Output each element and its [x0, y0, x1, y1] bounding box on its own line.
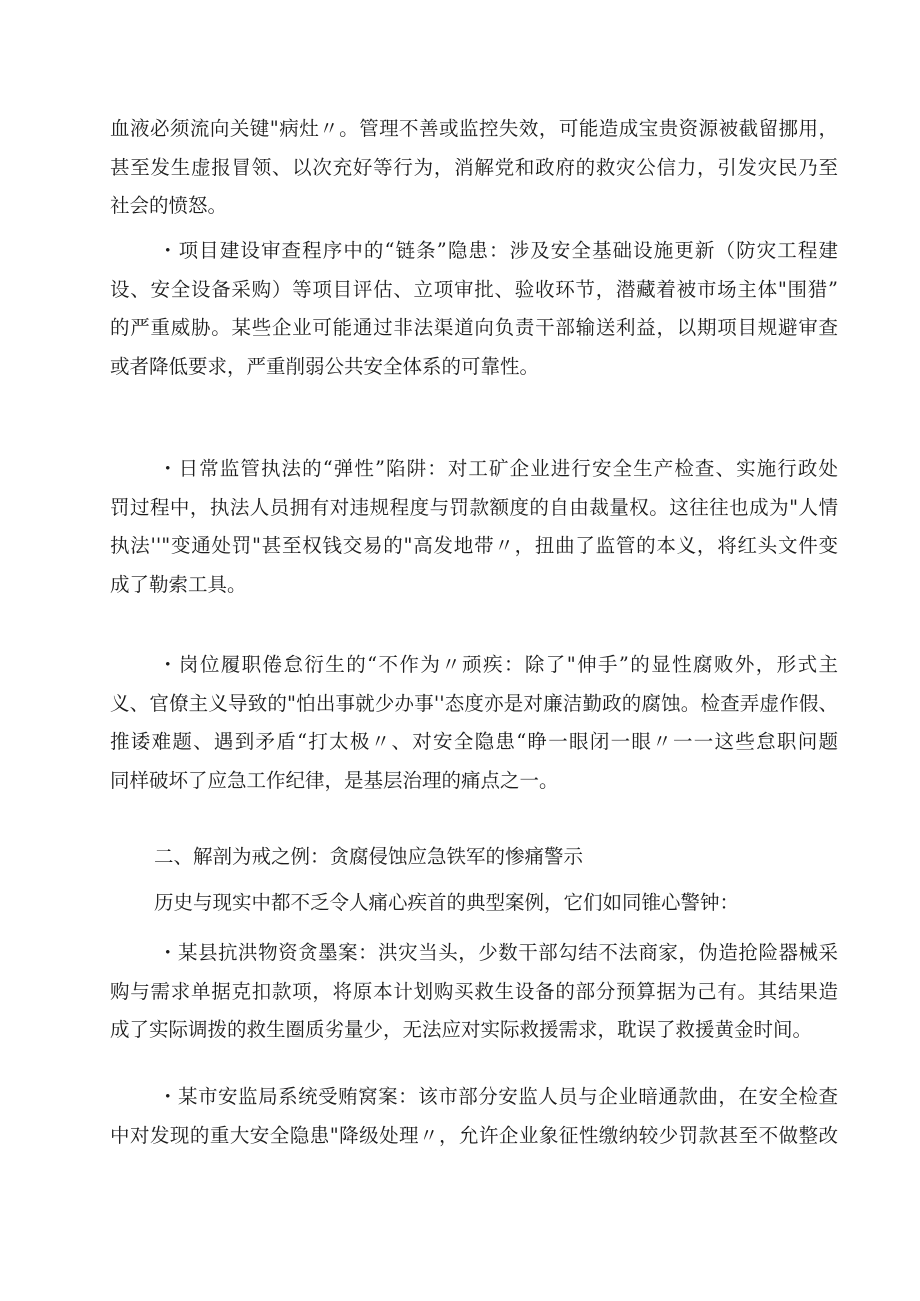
- text-line: 义、官僚主义导致的"怕出事就少办事''态度亦是对廉洁勤政的腐蚀。检查弄虚作假、: [110, 691, 838, 715]
- text-line: 罚过程中，执法人员拥有对违规程度与罚款额度的自由裁量权。这往往也成为"人情: [110, 495, 838, 519]
- text-line: ・项目建设审查程序中的“链条”隐患：涉及安全基础设施更新（防灾工程建: [158, 239, 838, 262]
- text-line: 同样破坏了应急工作纪律，是基层治理的痛点之一。: [110, 768, 559, 792]
- text-line: 或者降低要求，严重削弱公共安全体系的可靠性。: [110, 354, 540, 378]
- paragraph-intro: [110, 884, 838, 923]
- text-line: 成了勒索工具。: [110, 572, 247, 596]
- paragraph-continuation: [110, 110, 838, 226]
- paragraph-case-bribery: [110, 1078, 838, 1155]
- paragraph-project-review: [110, 232, 838, 386]
- heading-text: 二、解剖为戒之例：贪腐侵蚀应急铁军的惨痛警示: [154, 845, 584, 868]
- text-line: 血液必须流向关键"病灶〃。管理不善或监控失效，可能造成宝贵资源被截留挪用，: [110, 117, 838, 140]
- text-line: ・岗位履职倦怠衍生的“不作为〃顽疾：除了"伸手”的显性腐败外，形式主: [158, 653, 838, 676]
- text-line: 中对发现的重大安全隐患"降级处理〃，允许企业象征性缴纳较少罚款甚至不做整改: [110, 1123, 838, 1147]
- text-line: ・某县抗洪物资贪墨案：洪灾当头，少数干部勾结不法商家，伪造抢险器械采: [158, 941, 838, 964]
- text-line: 成了实际调拨的救生圈质劣量少，无法应对实际救援需求，耽误了救援黄金时间。: [110, 1018, 813, 1041]
- text-line: ・日常监管执法的“弹性”陷阱：对工矿企业进行安全生产检查、实施行政处: [158, 457, 838, 480]
- text-line: 购与需求单据克扣款项，将原本计划购买救生设备的部分预算据为己有。其结果造: [110, 979, 838, 1003]
- text-line: ・某市安监局系统受贿窝案：该市部分安监人员与企业暗通款曲，在安全检查: [158, 1085, 838, 1108]
- text-line: 社会的愤怒。: [110, 194, 228, 217]
- text-line: 的严重威胁。某些企业可能通过非法渠道向负责干部输送利益，以期项目规避审查: [110, 316, 838, 339]
- text-line: 历史与现实中都不乏令人痛心疾首的典型案例，它们如同锥心警钟：: [154, 891, 740, 914]
- text-line: 执法''"变通处罚"甚至权钱交易的"高发地带〃，扭曲了监管的本义，将红头文件变: [110, 534, 838, 557]
- section-heading: [110, 838, 838, 877]
- text-line: 设、安全设备采购）等项目评估、立项审批、验收环节，潜藏着被市场主体"围猎”: [110, 277, 838, 301]
- paragraph-inaction: [110, 646, 838, 800]
- paragraph-case-flood: [110, 934, 838, 1050]
- text-line: 甚至发生虚报冒领、以次充好等行为，消解党和政府的救灾公信力，引发灾民乃至: [110, 155, 838, 179]
- text-line: 推诿难题、遇到矛盾“打太极〃、对安全隐患“睁一眼闭一眼〃一一这些怠职问题: [110, 730, 838, 753]
- paragraph-supervision: [110, 450, 838, 604]
